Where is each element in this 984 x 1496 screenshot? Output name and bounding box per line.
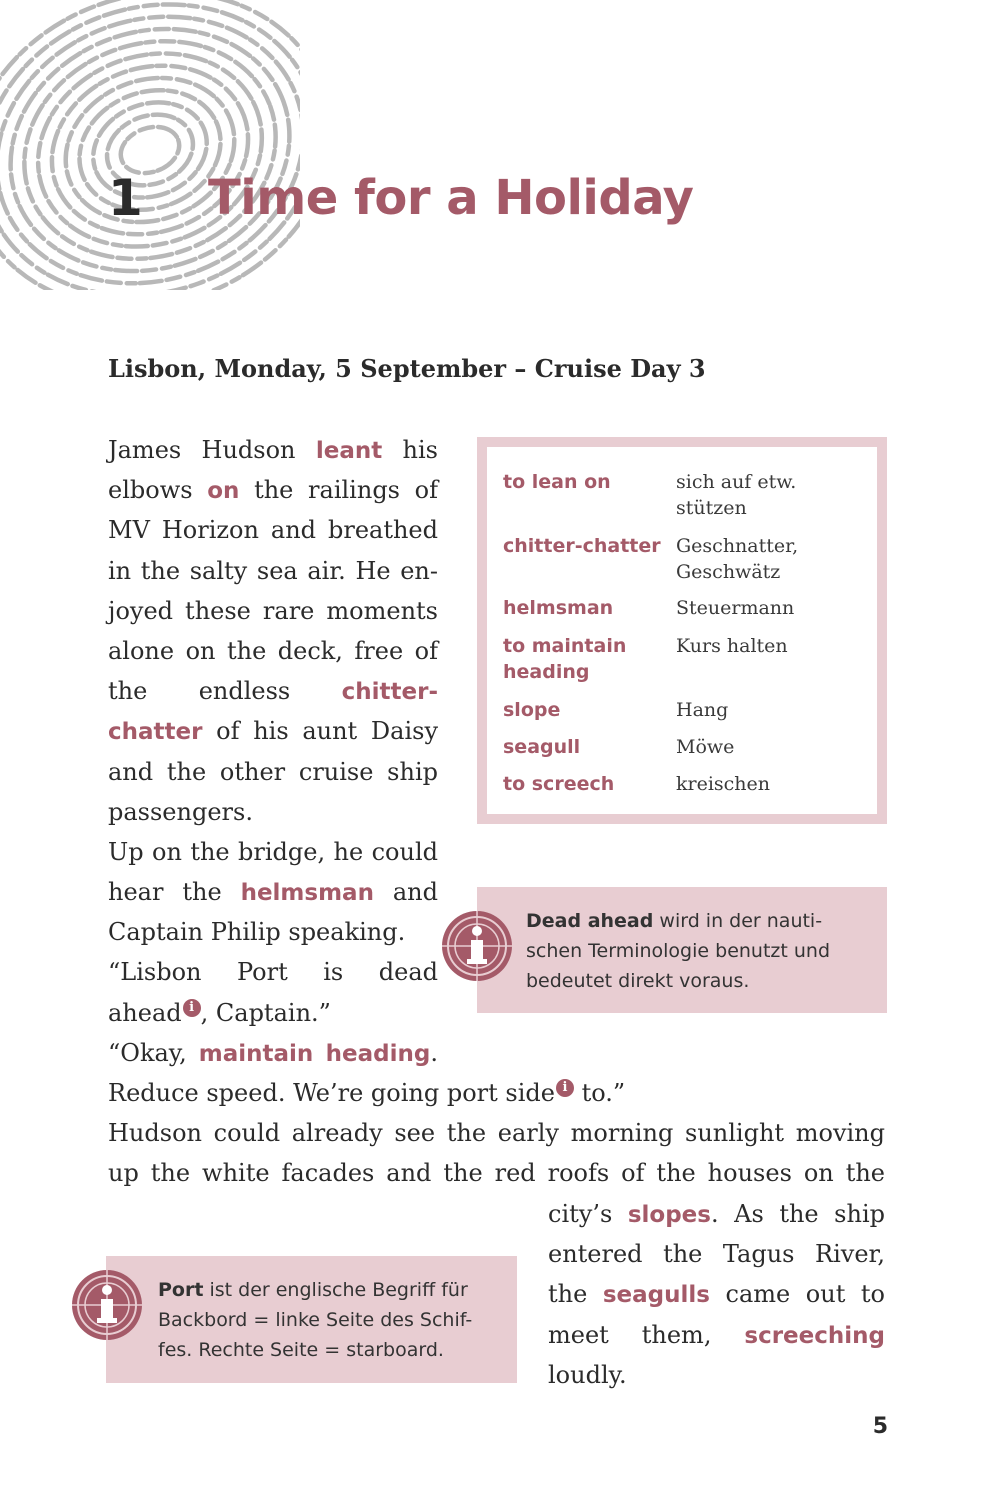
vocab-german-line: Möwe: [676, 736, 735, 758]
text-run: . As the ship: [710, 1200, 885, 1228]
text-run: the endless: [108, 677, 342, 706]
vocab-english: [503, 469, 673, 495]
vocab-german: [676, 734, 876, 760]
text-run: .: [430, 1038, 438, 1067]
text-line: [108, 1153, 885, 1193]
vocab-english-line: chitter-chatter: [503, 535, 661, 557]
text-run: Reduce speed. We’re going port side: [108, 1079, 555, 1107]
text-line: [548, 1194, 885, 1234]
text-run: and the other cruise ship: [108, 757, 438, 786]
text-line: [108, 711, 438, 751]
text-run: ist der englische Begriff für: [203, 1279, 468, 1301]
story-paragraph-1: [108, 430, 438, 1073]
vocab-german-line: Geschnatter,: [676, 535, 799, 557]
text-line: [108, 1033, 438, 1073]
text-run: the: [548, 1280, 603, 1309]
info-keyword: Port: [158, 1279, 204, 1301]
vocab-german-line: Geschwätz: [676, 561, 781, 583]
vocab-english: [503, 595, 673, 621]
info-marker-icon: i: [183, 999, 201, 1017]
text-line: [108, 832, 438, 872]
text-line: [108, 912, 438, 952]
text-run: came out to: [709, 1280, 885, 1309]
text-line: [548, 1274, 885, 1314]
text-line: [108, 792, 438, 832]
text-run: the railings of: [239, 476, 438, 505]
info-marker-icon: i: [556, 1079, 574, 1097]
text-run: bedeutet direkt voraus.: [526, 970, 750, 992]
text-run: Hudson could already see the early morning sunlight moving: [108, 1119, 885, 1148]
info-line: [158, 1275, 472, 1305]
vocab-highlight: on: [207, 478, 240, 505]
text-line: [108, 993, 438, 1033]
text-run: ahead: [108, 998, 182, 1027]
text-line: [108, 952, 438, 992]
info-line: [526, 936, 830, 966]
page-number: 5: [872, 1414, 888, 1439]
vocab-english: [503, 697, 673, 723]
text-run: elbows: [108, 476, 208, 505]
vocab-highlight: chitter-: [341, 679, 438, 706]
vocab-highlight: maintain heading: [198, 1040, 431, 1067]
vocab-german: [676, 697, 876, 723]
vocab-german-line: sich auf etw.: [676, 471, 797, 493]
text-run: James Hudson: [108, 436, 316, 464]
vocab-english: [503, 734, 673, 760]
vocab-english-line: seagull: [503, 736, 581, 758]
text-run: Up on the bridge, he could: [108, 837, 438, 866]
vocab-german-line: stützen: [676, 497, 747, 519]
text-run: his: [382, 436, 438, 464]
info-icon: [70, 1268, 144, 1342]
text-run: up the white facades and the red roofs of the houses on the: [108, 1159, 885, 1188]
info-box-dead-ahead: [477, 887, 887, 1013]
text-line: [108, 872, 438, 912]
vocab-highlight: seagulls: [602, 1282, 710, 1309]
text-run: joyed these rare moments: [108, 596, 438, 625]
vocab-english-line: to lean on: [503, 471, 611, 493]
vocab-highlight: screeching: [744, 1322, 885, 1349]
text-line: [548, 1234, 885, 1274]
text-run: entered the Tagus River,: [548, 1240, 885, 1269]
text-run: of his aunt Daisy: [202, 717, 438, 746]
text-line: [108, 631, 438, 671]
text-line: [548, 1355, 885, 1395]
vocab-english-line: helmsman: [503, 597, 614, 619]
text-run: city’s: [548, 1200, 628, 1228]
vocab-german-line: kreischen: [676, 773, 771, 795]
text-line: [108, 1073, 885, 1113]
vocab-german: [676, 469, 876, 521]
text-run: and: [373, 878, 438, 907]
vocab-german-line: Hang: [676, 699, 729, 721]
story-paragraph-2: [108, 1073, 885, 1194]
info-text: [526, 906, 830, 996]
vocab-english: [503, 771, 673, 797]
info-box-port: [106, 1256, 517, 1383]
text-line: [108, 430, 438, 470]
text-run: fes. Rechte Seite = starboard.: [158, 1339, 444, 1361]
text-run: to.”: [573, 1079, 626, 1107]
text-run: , Captain.”: [200, 998, 331, 1027]
vocab-english-line: to maintain: [503, 635, 627, 657]
vocab-highlight: helmsman: [240, 880, 374, 907]
text-line: [548, 1315, 885, 1355]
fingerprint-icon: [0, 0, 300, 290]
vocab-highlight: leant: [315, 438, 383, 464]
dateline: Lisbon, Monday, 5 September – Cruise Day 3: [108, 354, 706, 383]
info-line: [158, 1335, 472, 1365]
text-line: [108, 671, 438, 711]
vocabulary-box: [477, 437, 887, 824]
vocab-german: [676, 633, 876, 659]
text-line: [108, 510, 438, 550]
vocab-english: [503, 633, 673, 685]
vocab-english-line: heading: [503, 661, 590, 683]
vocab-english-line: slope: [503, 699, 561, 721]
text-line: [108, 470, 438, 510]
text-run: meet them,: [548, 1320, 745, 1349]
text-run: passengers.: [108, 797, 253, 826]
info-line: [158, 1305, 472, 1335]
text-run: Backbord = linke Seite des Schif-: [158, 1309, 473, 1331]
text-run: Captain Philip speaking.: [108, 918, 406, 947]
text-run: in the salty sea air. He en-: [108, 556, 438, 585]
chapter-title: Time for a Holiday: [208, 170, 694, 226]
vocab-english-line: to screech: [503, 773, 615, 795]
chapter-number: 1: [108, 169, 143, 227]
vocab-highlight: slopes: [627, 1202, 711, 1228]
text-run: hear the: [108, 878, 241, 907]
text-run: “Lisbon Port is dead: [108, 958, 438, 987]
info-icon: [440, 909, 514, 983]
vocab-german-line: Steuermann: [676, 597, 795, 619]
info-text: [158, 1275, 472, 1365]
text-run: loudly.: [548, 1360, 627, 1389]
vocab-german: [676, 771, 876, 797]
info-keyword: Dead ahead: [526, 910, 654, 932]
text-run: schen Terminologie benutzt und: [526, 940, 831, 962]
text-line: [108, 551, 438, 591]
text-run: wird in der nauti-: [653, 910, 823, 932]
info-line: [526, 906, 830, 936]
text-line: [108, 591, 438, 631]
story-paragraph-3: [548, 1194, 885, 1395]
vocab-german-line: Kurs halten: [676, 635, 788, 657]
info-line: [526, 966, 830, 996]
vocab-german: [676, 595, 876, 621]
text-line: [108, 752, 438, 792]
text-run: “Okay,: [108, 1038, 199, 1067]
vocab-english: [503, 533, 673, 559]
text-line: [108, 1113, 885, 1153]
vocab-german: [676, 533, 876, 585]
text-run: alone on the deck, free of: [108, 636, 438, 665]
vocab-highlight: chatter: [108, 719, 203, 746]
text-run: MV Horizon and breathed: [108, 516, 438, 545]
